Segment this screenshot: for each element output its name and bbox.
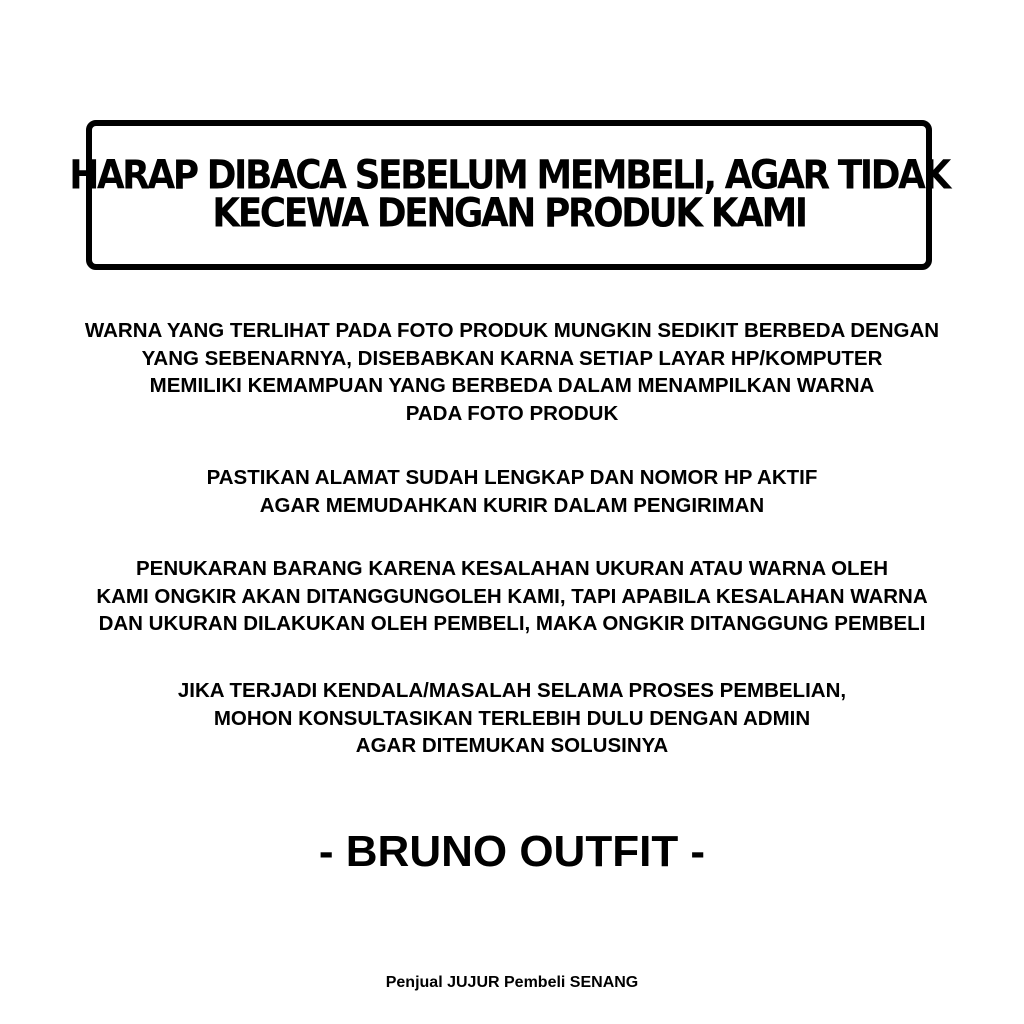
paragraph-line: PASTIKAN ALAMAT SUDAH LENGKAP DAN NOMOR HP AKTIF <box>206 466 818 489</box>
brand-name: - BRUNO OUTFIT - <box>318 827 706 876</box>
notice-headline-line-2: KECEWA DENGAN PRODUK KAMI <box>212 190 806 237</box>
paragraph-line: AGAR MEMUDAHKAN KURIR DALAM PENGIRIMAN <box>259 493 765 517</box>
paragraph-line: PENUKARAN BARANG KARENA KESALAHAN UKURAN ATAU WARNA OLEH <box>135 557 889 580</box>
paragraph-line: WARNA YANG TERLIHAT PADA FOTO PRODUK MUNGKIN SEDIKIT BERBEDA DENGAN <box>84 319 940 342</box>
paragraph-line: MEMILIKI KEMAMPUAN YANG BERBEDA DALAM MENAMPILKAN WARNA <box>149 374 875 397</box>
paragraph-color-disclaimer <box>0 317 1024 427</box>
notice-box <box>69 120 949 270</box>
notice-headline-line-1: HARAP DIBACA SEBELUM MEMBELI, AGAR TIDAK <box>69 152 949 199</box>
paragraph-line: AGAR DITEMUKAN SOLUSINYA <box>355 734 669 757</box>
paragraph-line: MOHON KONSULTASIKAN TERLEBIH DULU DENGAN ADMIN <box>213 706 811 730</box>
paragraph-line: YANG SEBENARNYA, DISEBABKAN KARNA SETIAP LAYAR HP/KOMPUTER <box>141 346 883 370</box>
paragraph-line: PADA FOTO PRODUK <box>405 401 619 425</box>
paragraph-address-notice <box>0 464 1024 519</box>
paragraph-contact-admin <box>0 677 1024 760</box>
paragraph-line: JIKA TERJADI KENDALA/MASALAH SELAMA PROSES PEMBELIAN, <box>177 679 847 702</box>
tagline: Penjual JUJUR Pembeli SENANG <box>385 974 639 991</box>
paragraph-line: DAN UKURAN DILAKUKAN OLEH PEMBELI, MAKA ONGKIR DITANGGUNG PEMBELI <box>98 612 926 635</box>
paragraph-exchange-policy <box>0 555 1024 638</box>
paragraph-line: KAMI ONGKIR AKAN DITANGGUNGOLEH KAMI, TAPI APABILA KESALAHAN WARNA <box>96 584 928 608</box>
